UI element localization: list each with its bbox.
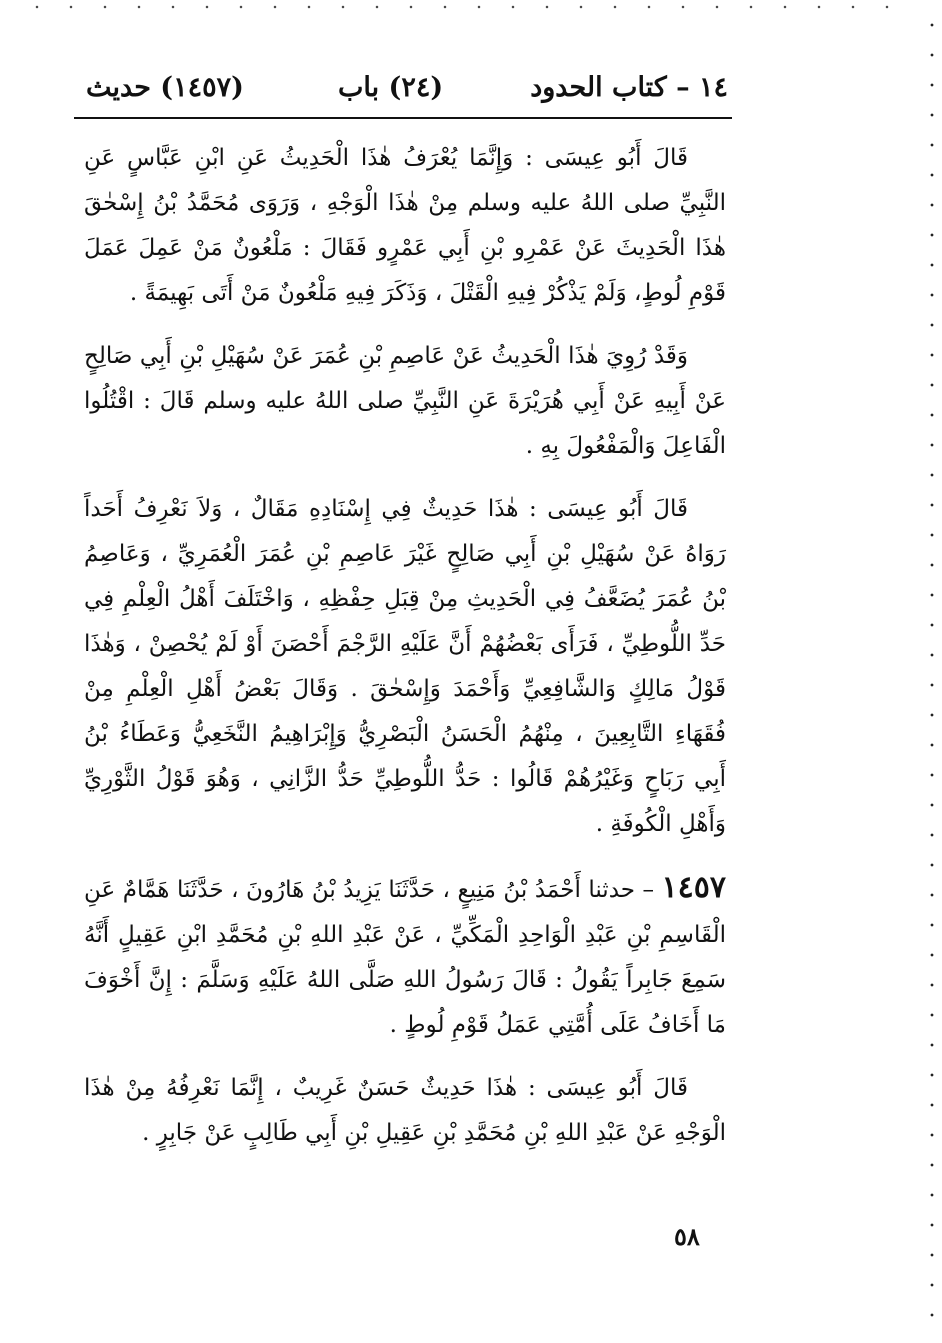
running-header — [78, 68, 728, 108]
header-book-title: ١٤ – كتاب الحدود — [530, 72, 728, 103]
paragraph: قَالَ أَبُو عِيسَى : هٰذَا حَدِيثٌ حَسَنٌ غَرِيبٌ ، إِنَّمَا نَعْرِفُهُ مِنْ هٰذَا الْوَجْهِ عَنْ عَبْدِ اللهِ بْنِ مُحَمَّدِ بْنِ عَقِيلِ بْنِ أَبِي طَالِبٍ عَنْ جَابِرٍ . — [84, 1075, 726, 1146]
paragraph: قَالَ أَبُو عِيسَى : هٰذَا حَدِيثٌ فِي إِسْنَادِهِ مَقَالٌ ، وَلاَ نَعْرِفُ أَحَداً رَوَاهُ عَنْ سُهَيْلِ بْنِ أَبِي صَالِحٍ غَيْرَ عَاصِمِ بْنِ عُمَرَ الْعُمَرِيِّ ، وَعَاصِمُ بْنُ عُمَرَ يُضَعَّفُ فِي الْحَدِيثِ مِنْ قِبَلِ حِفْظِهِ ، وَاخْتَلَفَ أَهْلُ الْعِلْمِ فِي حَدِّ اللُّوطِيِّ ، فَرَأَى بَعْضُهُمْ أَنَّ عَلَيْهِ الرَّجْمَ أَحْصَنَ أَوْ لَمْ يُحْصِنْ ، وَهٰذَا قَوْلُ مَالِكٍ وَالشَّافِعِيِّ وَأَحْمَدَ وَإِسْحٰقَ . وَقَالَ بَعْضُ أَهْلِ الْعِلْمِ مِنْ فُقَهَاءِ التَّابِعِينَ ، مِنْهُمُ الْحَسَنُ الْبَصْرِيُّ وَإِبْرَاهِيمُ النَّخَعِيُّ وَعَطَاءُ بْنُ أَبِي رَبَاحٍ وَغَيْرُهُمْ قَالُوا : حَدُّ اللُّوطِيِّ حَدُّ الزَّانِي ، وَهُوَ قَوْلُ الثَّوْرِيِّ وَأَهْلِ الْكُوفَةِ . — [84, 496, 726, 837]
hadith-number: ١٤٥٧ — [661, 870, 726, 905]
scan-dots-top — [20, 4, 900, 10]
hadith-paragraph — [84, 865, 726, 1048]
header-rule — [74, 117, 732, 119]
header-chapter: (٢٤) باب — [338, 72, 444, 103]
scan-dots-right — [929, 10, 935, 1330]
header-hadith-number: (١٤٥٧) حديث — [86, 72, 244, 103]
page-number: ٥٨ — [674, 1222, 700, 1251]
paragraph: وَقَدْ رُوِيَ هٰذَا الْحَدِيثُ عَنْ عَاصِمِ بْنِ عُمَرَ عَنْ سُهَيْلِ بْنِ أَبِي صَالِحٍ عَنْ أَبِيهِ عَنْ أَبِي هُرَيْرَةَ عَنِ النَّبِيِّ صلى اللهُ عليه وسلم قَالَ : اقْتُلُوا الْفَاعِلَ وَالْمَفْعُولَ بِهِ . — [84, 343, 726, 459]
paragraph: قَالَ أَبُو عِيسَى : وَإِنَّمَا يُعْرَفُ هٰذَا الْحَدِيثُ عَنِ ابْنِ عَبَّاسٍ عَنِ النَّبِيِّ صلى اللهُ عليه وسلم مِنْ هٰذَا الْوَجْهِ ، وَرَوَى مُحَمَّدُ بْنُ إِسْحٰقَ هٰذَا الْحَدِيثَ عَنْ عَمْرِو بْنِ أَبِي عَمْرٍو فَقَالَ : مَلْعُونٌ مَنْ عَمِلَ عَمَلَ قَوْمِ لُوطٍ، وَلَمْ يَذْكُرْ فِيهِ الْقَتْلَ ، وَذَكَرَ فِيهِ مَلْعُونٌ مَنْ أَتَى بَهِيمَةً . — [84, 145, 726, 306]
hadith-text: – حدثنا أَحْمَدُ بْنُ مَنِيعٍ ، حَدَّثَنَا يَزِيدُ بْنُ هَارُونَ ، حَدَّثَنَا هَمَّامٌ عَنِ الْقَاسِمِ بْنِ عَبْدِ الْوَاحِدِ الْمَكِّيِّ ، عَنْ عَبْدِ اللهِ بْنِ مُحَمَّدِ ابْنِ عَقِيلٍ أَنَّهُ سَمِعَ جَابِراً يَقُولُ : قَالَ رَسُولُ اللهِ صَلَّى اللهُ عَلَيْهِ وَسَلَّمَ : إِنَّ أَخْوَفَ مَا أَخَافُ عَلَى أُمَّتِي عَمَلُ قَوْمِ لُوطٍ . — [84, 877, 726, 1038]
page-body — [84, 136, 726, 1156]
